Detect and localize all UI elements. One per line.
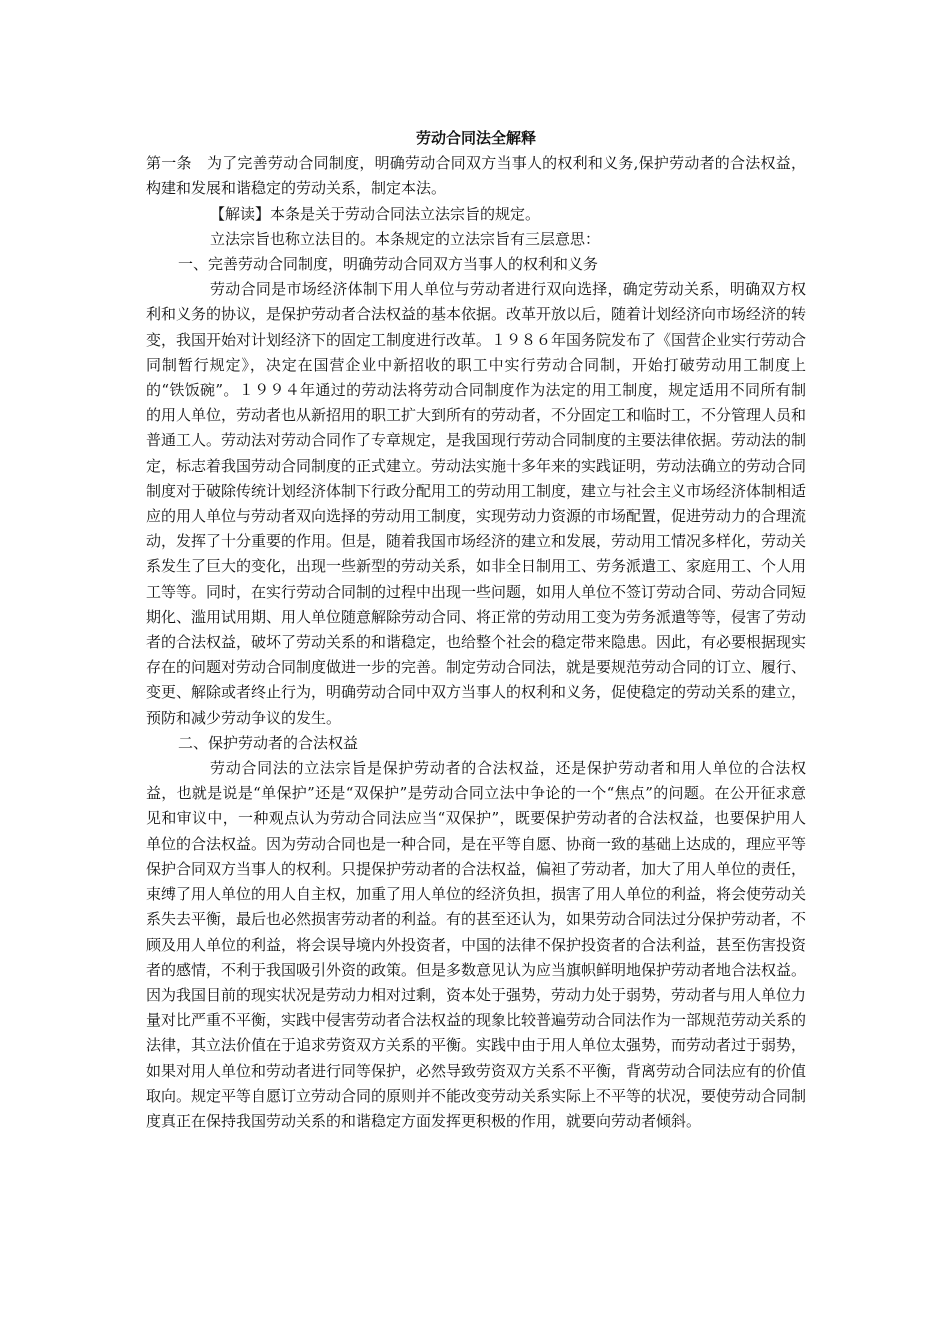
document-body	[146, 126, 806, 1134]
purpose-intro: 立法宗旨也称立法目的。本条规定的立法宗旨有三层意思：	[210, 229, 601, 248]
section-1-heading: 一、完善劳动合同制度，明确劳动合同双方当事人的权利和义务	[178, 255, 599, 274]
interpretation-note: 【解读】本条是关于劳动合同法立法宗旨的规定。	[210, 204, 541, 223]
section-1-body: 劳动合同是市场经济体制下用人单位与劳动者进行双向选择，确定劳动关系，明确双方权利和义务的协议，是保护劳动者合法权益的基本依据。改革开放以后，随着计划经济向市场经济的转变，我国开始对计划经济下的固定工制度进行改革。１９８６年国务院发布了《国营企业实行劳动合同制暂行规定》，决定在国营企业中新招收的职工中实行劳动合同制，开始打破劳动用工制度上的“铁饭碗”。１９９４年通过的劳动法将劳动合同制度作为法定的用工制度，规定适用不同所有制的用人单位，劳动者也从新招用的职工扩大到所有的劳动者，不分固定工和临时工，不分管理人员和普通工人。劳动法对劳动合同作了专章规定，是我国现行劳动合同制度的主要法律依据。劳动法的制定，标志着我国劳动合同制度的正式建立。劳动法实施十多年来的实践证明，劳动法确立的劳动合同制度对于破除传统计划经济体制下行政分配用工的劳动用工制度，建立与社会主义市场经济体制相适应的用人单位与劳动者双向选择的劳动用工制度，实现劳动力资源的市场配置，促进劳动力的合理流动，发挥了十分重要的作用。但是，随着我国市场经济的建立和发展，劳动用工情况多样化，劳动关系发生了巨大的变化，出现一些新型的劳动关系，如非全日制用工、劳务派遣工、家庭用工、个人用工等等。同时，在实行劳动合同制的过程中出现一些问题，如用人单位不签订劳动合同、劳动合同短期化、滥用试用期、用人单位随意解除劳动合同、将正常的劳动用工变为劳务派遣等等，侵害了劳动者的合法权益，破坏了劳动关系的和谐稳定，也给整个社会的稳定带来隐患。因此，有必要根据现实存在的问题对劳动合同制度做进一步的完善。制定劳动合同法，就是要规范劳动合同的订立、履行、变更、解除或者终止行为，明确劳动合同中双方当事人的权利和义务，促使稳定的劳动关系的建立，预防和减少劳动争议的发生。	[146, 280, 807, 727]
section-2-body: 劳动合同法的立法宗旨是保护劳动者的合法权益，还是保护劳动者和用人单位的合法权益，也就是说是“单保护”还是“双保护”是劳动合同立法中争论的一个“焦点”的问题。在公开征求意见和审议中，一种观点认为劳动合同法应当“双保护”，既要保护劳动者的合法权益，也要保护用人单位的合法权益。因为劳动合同也是一种合同，是在平等自愿、协商一致的基础上达成的，理应平等保护合同双方当事人的权利。只提保护劳动者的合法权益，偏袒了劳动者，加大了用人单位的责任，束缚了用人单位的用人自主权，加重了用人单位的经济负担，损害了用人单位的利益，将会使劳动关系失去平衡，最后也必然损害劳动者的利益。有的甚至还认为，如果劳动合同法过分保护劳动者，不顾及用人单位的利益，将会误导境内外投资者，中国的法律不保护投资者的合法利益，甚至伤害投资者的感情，不利于我国吸引外资的政策。但是多数意见认为应当旗帜鲜明地保护劳动者地合法权益。因为我国目前的现实状况是劳动力相对过剩，资本处于强势，劳动力处于弱势，劳动者与用人单位力量对比严重不平衡，实践中侵害劳动者合法权益的现象比较普遍劳动合同法作为一部规范劳动关系的法律，其立法价值在于追求劳资双方关系的平衡。实践中由于用人单位太强势，而劳动者过于弱势，如果对用人单位和劳动者进行同等保护，必然导致劳资双方关系不平衡，背离劳动合同法应有的价值取向。规定平等自愿订立劳动合同的原则并不能改变劳动关系实际上不平等的状况，要使劳动合同制度真正在保持我国劳动关系的和谐稳定方面发挥更积极的作用，就要向劳动者倾斜。	[146, 759, 807, 1130]
section-2-heading: 二、保护劳动者的合法权益	[178, 733, 359, 752]
article-1: 第一条 为了完善劳动合同制度，明确劳动合同双方当事人的权利和义务,保护劳动者的合法权益，构建和发展和谐稳定的劳动关系，制定本法。	[146, 154, 806, 198]
document-title: 劳动合同法全解释	[415, 129, 536, 147]
